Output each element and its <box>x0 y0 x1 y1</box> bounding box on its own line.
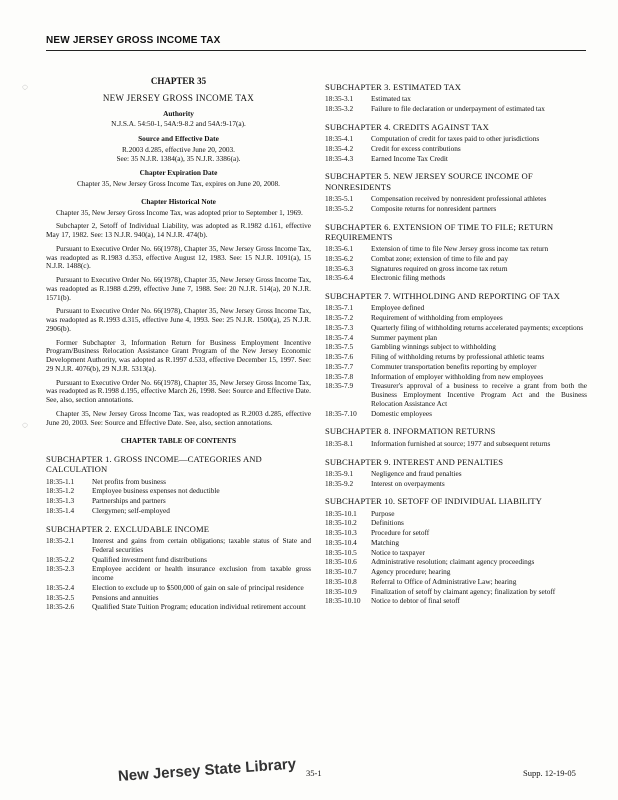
section-title: Summer payment plan <box>371 332 438 342</box>
toc-entry <box>325 382 587 408</box>
section-number: 18:35-10.6 <box>325 557 357 567</box>
section-title: Purpose <box>371 508 395 518</box>
toc-entry <box>325 373 587 382</box>
toc-heading: CHAPTER TABLE OF CONTENTS <box>120 436 237 446</box>
toc-entry <box>46 556 311 565</box>
right-column <box>325 74 587 607</box>
section-number: 18:35-7.9 <box>325 381 354 391</box>
section-title: Pensions and annuities <box>92 592 159 602</box>
section-number: 18:35-1.2 <box>46 486 75 496</box>
toc-entry <box>325 245 587 254</box>
toc-entry <box>325 470 587 479</box>
subchapter-block <box>325 291 587 418</box>
toc-entry <box>46 594 311 603</box>
subchapter-block <box>325 222 587 284</box>
section-number: 18:35-3.1 <box>325 94 354 104</box>
toc-entry <box>46 565 311 583</box>
toc-entry <box>46 478 311 487</box>
subchapter-title: SUBCHAPTER 3. ESTIMATED TAX <box>325 82 462 92</box>
section-number: 18:35-10.1 <box>325 508 357 518</box>
section-title: Matching <box>371 537 399 547</box>
section-title: Qualified investment fund distributions <box>92 554 207 564</box>
section-number: 18:35-10.5 <box>325 547 357 557</box>
section-number: 18:35-7.2 <box>325 313 354 323</box>
section-title: Partnerships and partners <box>92 496 166 506</box>
section-number: 18:35-2.5 <box>46 592 75 602</box>
section-number: 18:35-4.3 <box>325 153 354 163</box>
subchapter-block <box>46 524 311 612</box>
subchapter-block <box>325 496 587 606</box>
toc-entry <box>325 255 587 264</box>
section-title: Electronic filing methods <box>371 273 446 283</box>
section-title: Quarterly filing of withholding returns accelerated payments; exceptions <box>371 322 584 332</box>
toc-entry <box>46 603 311 612</box>
section-number: 18:35-7.6 <box>325 352 354 362</box>
authority-text: N.J.S.A. 54:50-1, 54A:9-8.2 and 54A:9-17(a). <box>111 119 246 129</box>
toc-entry <box>325 105 587 114</box>
section-number: 18:35-5.2 <box>325 203 354 213</box>
section-number: 18:35-9.2 <box>325 478 354 488</box>
toc-left-list <box>46 454 311 612</box>
section-number: 18:35-2.2 <box>46 554 75 564</box>
section-title: Negligence and fraud penalties <box>371 468 462 478</box>
toc-entry <box>325 334 587 343</box>
section-number: 18:35-10.10 <box>325 596 361 606</box>
toc-entry <box>325 274 587 283</box>
subchapter-title: SUBCHAPTER 1. GROSS INCOME—CATEGORIES AND CALCULATION <box>46 454 262 475</box>
subchapter-title: SUBCHAPTER 4. CREDITS AGAINST TAX <box>325 121 489 132</box>
authority-heading: Authority <box>163 108 194 118</box>
section-number: 18:35-6.3 <box>325 263 354 273</box>
history-heading: Chapter Historical Note <box>141 196 216 206</box>
section-title: Clergymen; self-employed <box>92 505 170 515</box>
history-paragraph: Pursuant to Executive Order No. 66(1978), Chapter 35, New Jersey Gross Income Tax, was readopted as R.1998 d.195, effective March 26, 1998. See: Source and Effective Date. See, also, section annotations. <box>46 377 311 405</box>
section-title: Referral to Office of Administrative Law; hearing <box>371 576 517 586</box>
section-title: Compensation received by nonresident professional athletes <box>371 194 547 203</box>
section-title: Agency procedure; hearing <box>371 567 451 577</box>
subchapter-block <box>325 171 587 213</box>
section-number: 18:35-7.4 <box>325 332 354 342</box>
toc-entry <box>325 304 587 313</box>
toc-entry <box>46 507 311 516</box>
section-title: Credit for excess contributions <box>371 143 461 153</box>
section-number: 18:35-3.2 <box>325 104 354 114</box>
section-number: 18:35-10.7 <box>325 567 357 577</box>
hole-punch-mark: ◌ <box>22 82 28 93</box>
toc-entry <box>46 487 311 496</box>
toc-entry <box>325 510 587 519</box>
section-title: Earned Income Tax Credit <box>371 153 448 163</box>
subchapter-title: SUBCHAPTER 10. SETOFF OF INDIVIDUAL LIABILITY <box>325 496 542 507</box>
toc-entry <box>325 155 587 164</box>
toc-entry <box>325 135 587 144</box>
expiration-text: Chapter 35, New Jersey Gross Income Tax, expires on June 20, 2008. <box>76 179 280 189</box>
section-title: Estimated tax <box>371 94 411 104</box>
section-number: 18:35-1.1 <box>46 476 75 486</box>
toc-entry <box>325 529 587 538</box>
toc-entry <box>46 497 311 506</box>
section-title: Requirement of withholding from employees <box>371 313 503 323</box>
section-title: Signatures required on gross income tax return <box>371 263 508 273</box>
section-number: 18:35-5.1 <box>325 194 354 203</box>
section-number: 18:35-6.1 <box>325 244 354 254</box>
expiration-heading: Chapter Expiration Date <box>139 168 218 178</box>
toc-entry <box>325 363 587 372</box>
toc-entry <box>46 537 311 555</box>
subchapter-block <box>46 454 311 516</box>
section-title: Composite returns for nonresident partners <box>371 203 497 213</box>
section-title: Employee accident or health insurance exclusion from taxable gross income <box>92 564 311 583</box>
supplement-date: Supp. 12-19-05 <box>523 768 576 778</box>
toc-entry <box>325 343 587 352</box>
section-title: Qualified State Tuition Program; education individual retirement account <box>92 602 306 612</box>
history-paragraph: Pursuant to Executive Order No. 66(1978), Chapter 35, New Jersey Gross Income Tax, was readopted as R.1983 d.353, effective August 12, 1983. See: 15 N.J.R. 1091(a), 15 N.J.R. 1488(c). <box>46 243 311 271</box>
section-number: 18:35-4.2 <box>325 143 354 153</box>
section-number: 18:35-6.4 <box>325 273 354 283</box>
section-title: Procedure for setoff <box>371 528 430 538</box>
toc-entry <box>46 584 311 593</box>
toc-entry <box>325 314 587 323</box>
header-rule <box>46 50 586 51</box>
section-title: Notice to debtor of final setoff <box>371 596 460 606</box>
library-stamp: New Jersey State Library <box>117 755 297 785</box>
section-number: 18:35-9.1 <box>325 468 354 478</box>
running-head: NEW JERSEY GROSS INCOME TAX <box>46 35 221 46</box>
section-number: 18:35-2.1 <box>46 536 75 546</box>
toc-entry <box>325 578 587 587</box>
section-number: 18:35-10.4 <box>325 537 357 547</box>
toc-entry <box>325 480 587 489</box>
section-title: Interest on overpayments <box>371 478 445 488</box>
section-title: Employee defined <box>371 303 425 313</box>
section-number: 18:35-7.7 <box>325 361 354 371</box>
toc-entry <box>325 519 587 528</box>
source-line: R.2003 d.285, effective June 20, 2003. <box>122 144 235 154</box>
toc-entry <box>325 539 587 548</box>
subchapter-title: SUBCHAPTER 8. INFORMATION RETURNS <box>325 426 496 437</box>
left-column <box>46 74 311 613</box>
section-title: Combat zone; extension of time to file and pay <box>371 253 508 263</box>
section-title: Employee business expenses not deductible <box>92 486 220 496</box>
toc-entry <box>325 353 587 362</box>
history-paragraph: Pursuant to Executive Order No. 66(1978), Chapter 35, New Jersey Gross Income Tax, was readopted as R.1988 d.299, effective June 7, 1988. See: 20 N.J.R. 514(a), 20 N.J.R. 1571(b). <box>46 275 311 302</box>
toc-entry <box>325 568 587 577</box>
section-number: 18:35-10.2 <box>325 518 357 528</box>
subchapter-block <box>325 82 587 114</box>
subchapter-title: SUBCHAPTER 6. EXTENSION OF TIME TO FILE; RETURN REQUIREMENTS <box>325 221 554 242</box>
toc-right-list <box>325 82 587 606</box>
section-number: 18:35-7.8 <box>325 371 354 381</box>
page-number: 35-1 <box>306 768 322 778</box>
subchapter-block <box>325 426 587 448</box>
section-number: 18:35-1.3 <box>46 496 75 506</box>
section-title: Computation of credit for taxes paid to other jurisdictions <box>371 134 540 144</box>
section-title: Extension of time to file New Jersey gross income tax return <box>371 244 549 254</box>
history-paragraph: Pursuant to Executive Order No. 66(1978), Chapter 35, New Jersey Gross Income Tax, was readopted as R.1993 d.315, effective June 4, 1993. See: 25 N.J.R. 1500(a), 25 N.J.R. 2906(b). <box>46 306 311 333</box>
section-number: 18:35-7.5 <box>325 342 354 352</box>
toc-entry <box>325 410 587 419</box>
history-paragraph: Chapter 35, New Jersey Gross Income Tax, was adopted prior to September 1, 1969. <box>56 207 303 217</box>
section-number: 18:35-2.6 <box>46 602 75 612</box>
section-number: 18:35-8.1 <box>325 438 354 448</box>
toc-entry <box>325 265 587 274</box>
toc-entry <box>325 95 587 104</box>
section-title: Interest and gains from certain obligations; taxable status of State and Federal securities <box>92 536 311 554</box>
subchapter-title: SUBCHAPTER 2. EXCLUDABLE INCOME <box>46 523 210 534</box>
history-paragraph: Subchapter 2, Setoff of Individual Liability, was adopted as R.1982 d.161, effective May 17, 1982. See: 13 N.J.R. 940(a), 14 N.J.R. 474(b). <box>46 221 311 240</box>
chapter-number: CHAPTER 35 <box>150 76 207 86</box>
subchapter-title: SUBCHAPTER 5. NEW JERSEY SOURCE INCOME OF NONRESIDENTS <box>325 171 533 192</box>
source-heading: Source and Effective Date <box>138 134 219 144</box>
toc-entry <box>325 549 587 558</box>
section-number: 18:35-10.9 <box>325 586 357 596</box>
section-title: Domestic employees <box>371 408 432 418</box>
toc-entry <box>325 205 587 214</box>
source-line: See: 35 N.J.R. 1384(a), 35 N.J.R. 3386(a). <box>116 153 241 163</box>
toc-entry <box>325 440 587 449</box>
section-number: 18:35-10.8 <box>325 576 357 586</box>
subchapter-title: SUBCHAPTER 7. WITHHOLDING AND REPORTING OF TAX <box>325 291 560 302</box>
section-number: 18:35-7.3 <box>325 322 354 332</box>
section-title: Election to exclude up to $500,000 of gain on sale of principal residence <box>92 582 304 592</box>
history-notes <box>46 209 311 428</box>
section-number: 18:35-4.1 <box>325 134 354 144</box>
section-title: Notice to taxpayer <box>371 547 425 557</box>
toc-entry <box>325 195 587 204</box>
subchapter-block <box>325 122 587 164</box>
toc-entry <box>325 324 587 333</box>
toc-entry <box>325 145 587 154</box>
section-number: 18:35-6.2 <box>325 253 354 263</box>
section-number: 18:35-7.10 <box>325 408 357 418</box>
section-title: Net profits from business <box>92 476 166 486</box>
toc-entry <box>325 558 587 567</box>
section-number: 18:35-10.3 <box>325 528 357 538</box>
toc-entry <box>325 588 587 597</box>
history-paragraph: Chapter 35, New Jersey Gross Income Tax, was readopted as R.2003 d.285, effective June 20, 2003. See: Source and Effective Date. See, also, section annotations. <box>46 408 311 427</box>
section-title: Treasurer's approval of a business to receive a grant from both the Business Employment Incentive Program Act and the Business Relocation Assistance Act <box>371 381 587 408</box>
section-title: Filing of withholding returns by professional athletic teams <box>371 352 545 362</box>
section-title: Information of employer withholding from new employees <box>371 371 544 381</box>
chapter-title: NEW JERSEY GROSS INCOME TAX <box>102 92 255 103</box>
section-title: Failure to file declaration or underpayment of estimated tax <box>371 104 545 114</box>
subchapter-block <box>325 457 587 489</box>
subchapter-title: SUBCHAPTER 9. INTEREST AND PENALTIES <box>325 456 504 467</box>
section-title: Gambling winnings subject to withholding <box>371 342 496 352</box>
section-title: Finalization of setoff by claimant agency; finalization by setoff <box>371 586 556 596</box>
section-number: 18:35-1.4 <box>46 505 75 515</box>
toc-entry <box>325 597 587 606</box>
section-title: Definitions <box>371 518 404 528</box>
section-number: 18:35-7.1 <box>325 303 354 313</box>
hole-punch-mark: ◌ <box>22 420 28 431</box>
section-title: Administrative resolution; claimant agency proceedings <box>371 557 535 567</box>
section-number: 18:35-2.3 <box>46 564 75 574</box>
section-title: Commuter transportation benefits reporting by employer <box>371 361 537 371</box>
section-title: Information furnished at source; 1977 and subsequent returns <box>371 438 551 448</box>
history-paragraph: Former Subchapter 3, Information Return for Business Employment Incentive Program/Business Relocation Assistance Grant Program of the New Jersey Economic Development Authority, was adopted as R.1997 d.533, effective December 15, 1997. See: 29 N.J.R. 4076(b), 29 N.J.R. 5313(a). <box>46 337 311 373</box>
section-number: 18:35-2.4 <box>46 582 75 592</box>
